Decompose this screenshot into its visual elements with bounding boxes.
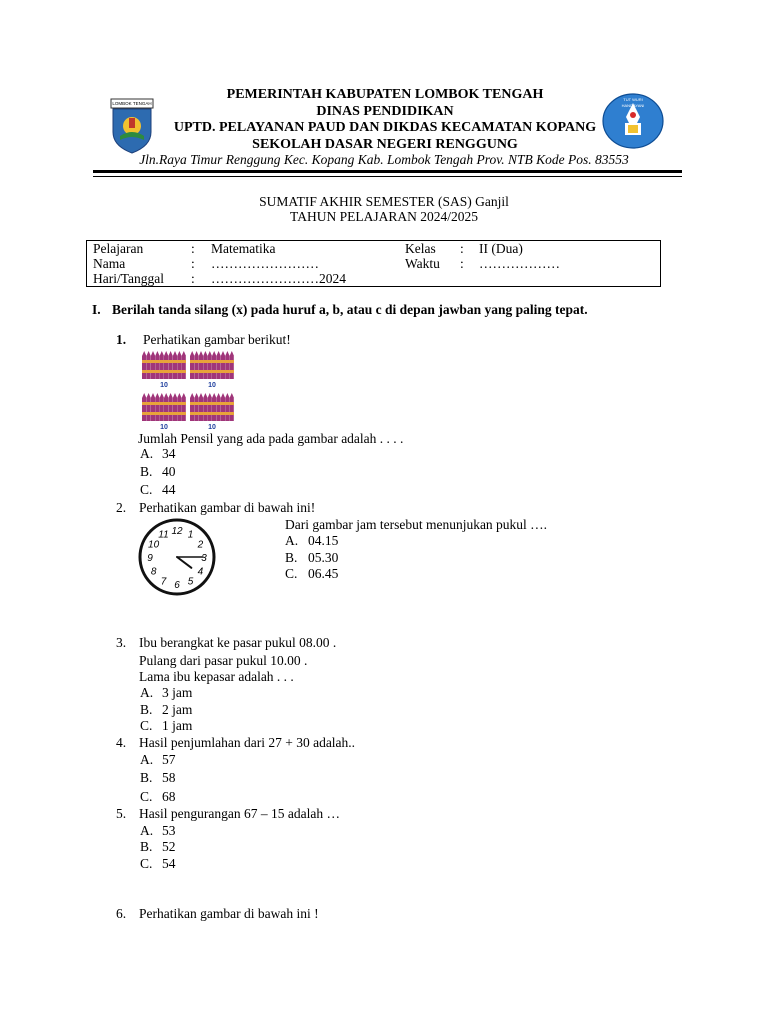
class-value: II (Dua) (479, 241, 523, 256)
pencil-bundle (142, 351, 186, 389)
school-address: Jln.Raya Timur Renggung Kec. Kopang Kab. Lombok Tengah Prov. NTB Kode Pos. 83553 (139, 152, 629, 167)
q3-option-a-letter: A. (140, 685, 154, 700)
student-info-box (86, 240, 661, 287)
q1-option-c: 44 (162, 482, 176, 497)
clock-number: 3 (201, 553, 207, 564)
q3-number: 3. (116, 635, 127, 650)
name-field: …………………… (211, 256, 319, 271)
q3-option-b-letter: B. (140, 702, 153, 717)
clock-number: 11 (158, 529, 169, 541)
q5-option-b-letter: B. (140, 839, 153, 854)
clock-number: 10 (148, 539, 160, 551)
letterhead (150, 87, 620, 153)
q1-prompt: Jumlah Pensil yang ada pada gambar adalah . . . . (138, 431, 404, 446)
pencil-bundle-count: 10 (160, 424, 168, 430)
date-field: ……………………2024 (211, 271, 346, 286)
letterhead-line-3: UPTD. PELAYANAN PAUD DAN DIKDAS KECAMATAN KOPANG (173, 120, 597, 135)
letterhead-line-1: PEMERINTAH KABUPATEN LOMBOK TENGAH (226, 87, 544, 102)
q1-number: 1. (116, 332, 127, 347)
q2-option-a-letter: A. (285, 533, 299, 548)
pencil-bundle-count: 10 (208, 382, 216, 389)
time-label: Waktu (405, 256, 440, 271)
q2-option-c: 06.45 (308, 566, 339, 581)
pencil-bundle-count: 10 (160, 382, 168, 389)
q5-option-c-letter: C. (140, 856, 153, 871)
colon: : (460, 256, 464, 271)
q3-option-a: 3 jam (162, 685, 193, 700)
clock-image (137, 516, 223, 606)
q2-prompt: Dari gambar jam tersebut menunjukan pukul …. (285, 517, 548, 532)
q5-option-c: 54 (162, 856, 176, 871)
tut-wuri-logo-text: TUT WURI HANDAYANI (621, 97, 645, 108)
pencil-bundle-count: 10 (208, 424, 216, 430)
q4-option-c: 68 (162, 789, 176, 804)
exam-title: SUMATIF AKHIR SEMESTER (SAS) Ganjil (259, 194, 509, 209)
letterhead-rule-thin (93, 176, 682, 177)
q3-line-2: Pulang dari pasar pukul 10.00 . (139, 653, 308, 668)
q3-line-1: Ibu berangkat ke pasar pukul 08.00 . (139, 635, 337, 650)
q6-text: Perhatikan gambar di bawah ini ! (139, 906, 319, 921)
subject-value: Matematika (211, 241, 276, 256)
q1-option-b: 40 (162, 464, 176, 479)
colon: : (191, 271, 195, 286)
q3-line-3: Lama ibu kepasar adalah . . . (139, 669, 294, 684)
date-label: Hari/Tanggal (93, 271, 165, 286)
exam-year: TAHUN PELAJARAN 2024/2025 (290, 209, 478, 224)
q4-option-b: 58 (162, 770, 176, 785)
q3-option-c-letter: C. (140, 718, 153, 733)
pencil-bundle (190, 351, 234, 389)
colon: : (191, 241, 195, 256)
q6-number: 6. (116, 906, 127, 921)
q4-option-a-letter: A. (140, 752, 154, 767)
clock-number: 12 (171, 526, 183, 537)
q5-text: Hasil pengurangan 67 – 15 adalah … (139, 806, 340, 821)
q1-text: Perhatikan gambar berikut! (143, 332, 291, 347)
q1-option-a: 34 (162, 446, 176, 461)
q5-option-a: 53 (162, 823, 176, 838)
q5-number: 5. (116, 806, 127, 821)
letterhead-line-4: SEKOLAH DASAR NEGERI RENGGUNG (252, 136, 518, 152)
clock-number: 4 (197, 566, 204, 578)
q2-option-b: 05.30 (308, 550, 339, 565)
letterhead-rule-thick (93, 170, 682, 173)
q4-option-b-letter: B. (140, 770, 153, 785)
letterhead-line-2: DINAS PENDIDIKAN (316, 103, 454, 119)
q2-option-b-letter: B. (285, 550, 298, 565)
regency-logo-text: LOMBOK TENGAH (112, 101, 152, 106)
q4-text: Hasil penjumlahan dari 27 + 30 adalah.. (139, 735, 356, 750)
colon: : (460, 241, 464, 256)
q1-option-b-letter: B. (140, 464, 153, 479)
section-number: I. (92, 302, 101, 317)
subject-label: Pelajaran (93, 241, 144, 256)
pencil-bundle (142, 393, 186, 430)
q4-option-a: 57 (162, 752, 176, 767)
colon: : (191, 256, 195, 271)
q1-option-a-letter: A. (140, 446, 154, 461)
q3-option-c: 1 jam (162, 718, 193, 733)
q5-option-a-letter: A. (140, 823, 154, 838)
q1-option-c-letter: C. (140, 482, 153, 497)
pencil-bundles-image (140, 350, 238, 430)
q3-option-b: 2 jam (162, 702, 193, 717)
clock-number: 2 (197, 539, 204, 551)
q2-option-a: 04.15 (308, 533, 339, 548)
q5-option-b: 52 (162, 839, 176, 854)
q4-option-c-letter: C. (140, 789, 153, 804)
clock-number: 5 (187, 576, 194, 588)
q2-number: 2. (116, 500, 127, 515)
clock-number: 9 (147, 553, 153, 564)
name-label: Nama (93, 256, 126, 271)
q2-option-c-letter: C. (285, 566, 298, 581)
section-instruction: Berilah tanda silang (x) pada huruf a, b, atau c di depan jawban yang paling tepat. (112, 302, 588, 317)
clock-number: 8 (150, 566, 157, 578)
regency-logo (110, 98, 154, 154)
pencil-bundle (190, 393, 234, 430)
q2-text: Perhatikan gambar di bawah ini! (139, 500, 316, 515)
class-label: Kelas (405, 241, 436, 256)
clock-number: 6 (174, 580, 180, 591)
clock-number: 7 (160, 576, 167, 588)
clock-number: 1 (187, 529, 194, 541)
time-field: ……………… (479, 256, 560, 271)
q4-number: 4. (116, 735, 127, 750)
